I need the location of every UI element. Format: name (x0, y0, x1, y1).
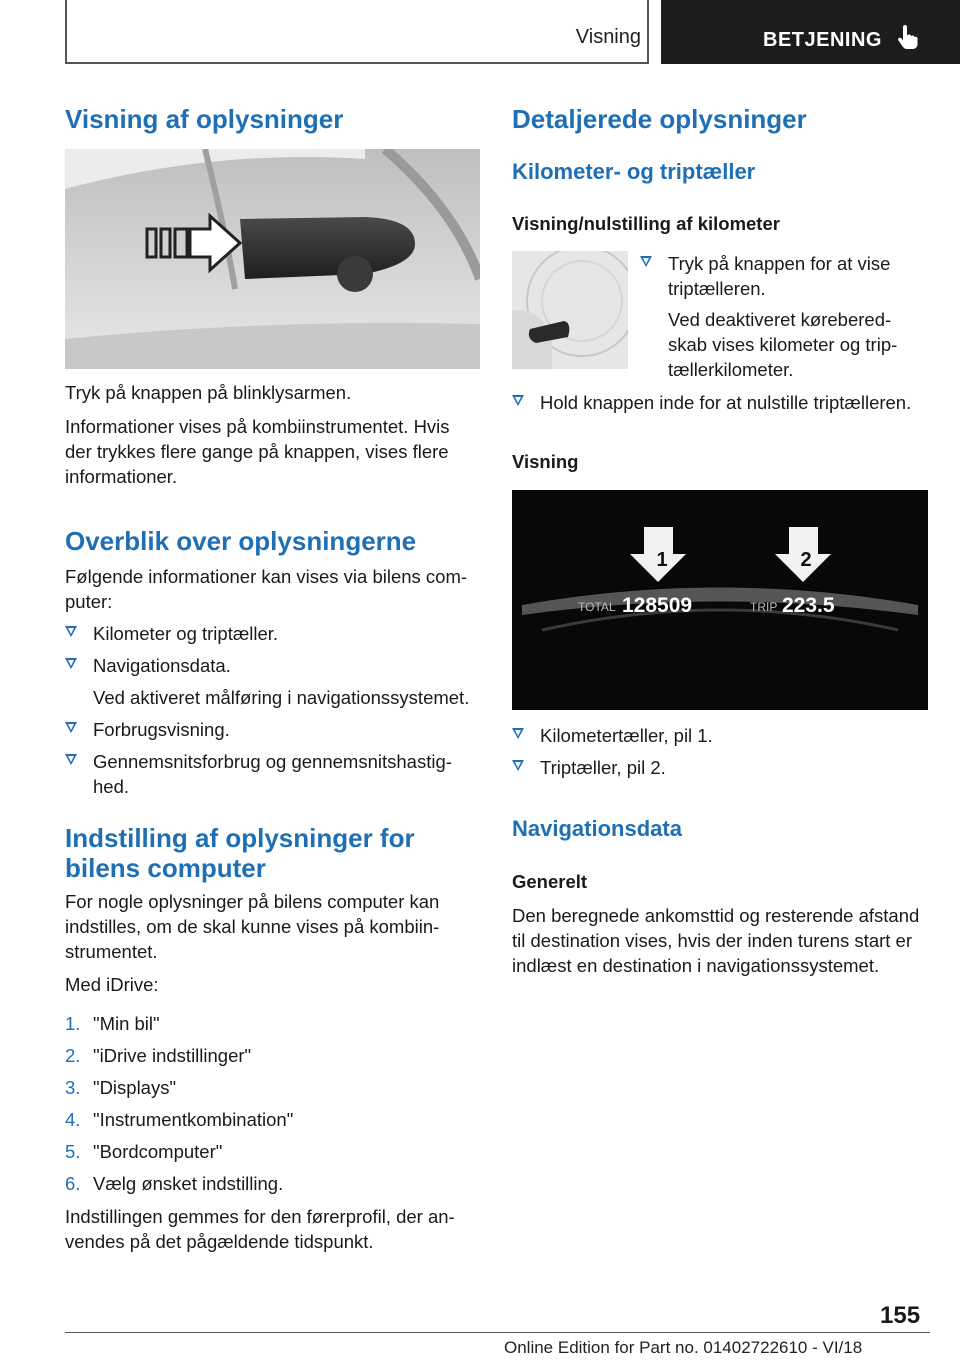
list-item-note: Ved aktiveret målføring i navigationssystemet. (93, 687, 470, 708)
header-chapter-box (661, 0, 960, 64)
para-settings: For nogle oplysninger på bilens computer kan indstilles, om de skal kunne vises på kombiinstrumentet. (65, 891, 440, 962)
heading-reset-km: Visning/nulstilling af kilometer (512, 213, 780, 234)
heading-km-trip: Kilometer- og triptæller (512, 159, 756, 184)
list-item: Gennemsnitsforbrug og gennemsnitshastighed. (65, 749, 480, 799)
footer-divider (865, 1332, 930, 1333)
heading-overview: Overblik over oplysningerne (65, 526, 417, 556)
trip-label: TRIP (750, 600, 778, 614)
para-press-button: Tryk på knappen på blinklysarmen. (65, 382, 352, 403)
arrow-label-2: 2 (800, 549, 812, 571)
lever-button-image (512, 251, 628, 369)
header-section-title: Visning (575, 26, 641, 48)
list-item-note: Ved deaktiveret køreberedskab vises kilometer og triptællerkilometer. (668, 309, 898, 380)
hand-pointer-icon (897, 24, 919, 50)
triangle-bullet-icon (65, 658, 77, 669)
para-overview: Følgende informationer kan vises via bilens computer: (65, 566, 468, 612)
turn-signal-lever-image (65, 149, 480, 369)
footer-edition: Online Edition for Part no. 01402722610 - VI/18 (504, 1338, 863, 1357)
heading-display-info: Visning af oplysninger (65, 104, 344, 134)
heading-navigation: Navigationsdata (512, 816, 682, 841)
triangle-bullet-icon (640, 256, 652, 267)
trip-value: 223.5 (782, 594, 835, 617)
para-saved: Indstillingen gemmes for den førerprofil, der anvendes på det pågældende tidspunkt. (65, 1206, 455, 1252)
triangle-bullet-icon (512, 760, 524, 771)
heading-settings: Indstilling af oplysninger for bilens computer (65, 823, 415, 883)
total-label: TOTAL (578, 600, 616, 614)
triangle-bullet-icon (65, 754, 77, 765)
header-chapter-title: BETJENING (763, 29, 882, 51)
header-section-box (65, 0, 649, 64)
heading-detailed-info: Detaljerede oplysninger (512, 104, 807, 134)
para-general: Den beregnede ankomsttid og resterende afstand til destination vises, hvis der inden turens start er indlæst en destination i navigationssystemet. (512, 905, 920, 976)
heading-visning: Visning (512, 451, 579, 472)
triangle-bullet-icon (512, 728, 524, 739)
triangle-bullet-icon (512, 395, 524, 406)
page-number: 155 (880, 1302, 921, 1329)
heading-general: Generelt (512, 871, 588, 892)
arrow-label-1: 1 (656, 549, 668, 571)
km-display-image (512, 490, 928, 710)
para-idrive: Med iDrive: (65, 974, 159, 995)
triangle-bullet-icon (65, 722, 77, 733)
para-info-shown: Informationer vises på kombiinstrumentet. Hvis der trykkes flere gange på knappen, vises flere informationer. (65, 416, 450, 487)
triangle-bullet-icon (65, 626, 77, 637)
footer-divider (65, 1332, 865, 1333)
total-value: 128509 (622, 594, 693, 617)
